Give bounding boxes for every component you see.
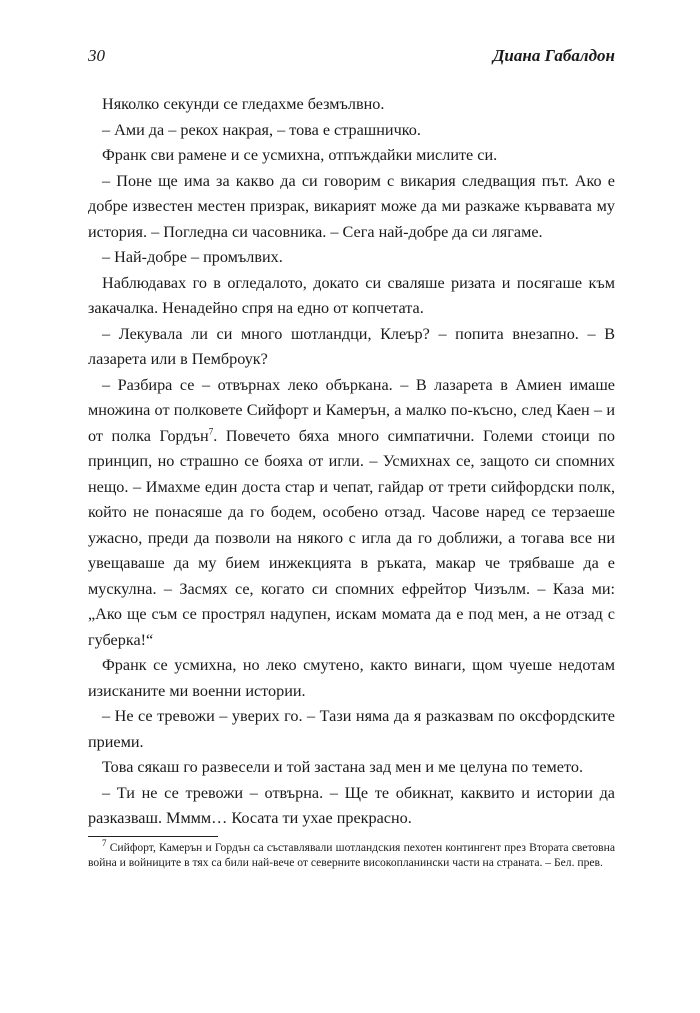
paragraph: Франк сви рамене и се усмихна, отпъждайки мислите си.: [102, 146, 498, 164]
running-header: [88, 46, 615, 72]
paragraph-text-before: – Разбира се – отвърнах леко объркана. – В лазарета в Амиен имаше множина от полковете Сийфорт и Камерън, а малко по-късно, след Каен – и от полка Гордън: [88, 375, 615, 445]
footnote-marker: 7: [102, 837, 107, 848]
page-number: 30: [88, 46, 105, 65]
paragraph: Това сякаш го развесели и той застана зад мен и ме целуна по темето.: [102, 758, 583, 776]
footnote-reference: 7: [208, 426, 214, 437]
paragraph: – Лекувала ли си много шотландци, Клеър? – попита внезапно. – В лазарета или в Пемброук?: [88, 324, 615, 368]
paragraph: – Най-добре – промълвих.: [102, 248, 283, 266]
paragraph: – Ти не се тревожи – отвърна. – Ще те обикнат, каквито и истории да разказваш. Мммм… Косата ти ухае прекрасно.: [88, 783, 615, 827]
footnote: [88, 837, 615, 871]
footnote-text: Сийфорт, Камерън и Гордън са съставлявали шотландския пехотен контингент през Втората световна война и войниците в тях са били най-вече от северните високопланински части на страната. – Бел. прев.: [88, 840, 615, 869]
book-page: [88, 46, 615, 871]
paragraph: Наблюдавах го в огледалото, докато си сваляше ризата и посягаше към закачалка. Ненадейно спря на едно от копчетата.: [88, 273, 615, 317]
paragraph: – Ами да – рекох накрая, – това е страшничко.: [102, 120, 421, 139]
paragraph: Франк се усмихна, но леко смутено, както винаги, щом чуеше недотам изисканите ми военни истории.: [88, 656, 615, 700]
running-head-author: Диана Габалдон: [492, 46, 615, 65]
paragraph: – Не се тревожи – уверих го. – Тази няма да я разказвам по оксфордските приеми.: [88, 707, 615, 751]
paragraph: Няколко секунди се гледахме безмълвно.: [102, 95, 385, 113]
footnote-divider: [88, 836, 218, 837]
paragraph: – Поне ще има за какво да си говорим с викария следващия път. Ако е добре известен местен призрак, викарият може да ми разкаже кървавата му история. – Погледна си часовника. – Сега най-добре да си лягаме.: [88, 171, 615, 241]
paragraph-with-footnote: [88, 373, 615, 654]
paragraph-text-after: . Повечето бяха много симпатични. Големи стоици по принцип, но страшно се бояха от игли. – Усмихнах се, защото си спомних нещо. – Имахме един доста стар и чепат, гайдар от трети сийфордски полк, който не понасяше да го бодем, особено отзад. Часове наред се терзаеше ужасно, преди да позволи на някого с игла да го доближи, а тогава все ни увещаваше да му бием инжекцията в ръката, макар че трябваше да е мускулна. – Засмях се, когато си спомних ефрейтор Чизълм. – Каза ми: „Ако ще съм се прострял надупен, искам момата да е под мен, а не отзад с губерка!“: [88, 426, 615, 649]
body-text: [88, 92, 615, 832]
